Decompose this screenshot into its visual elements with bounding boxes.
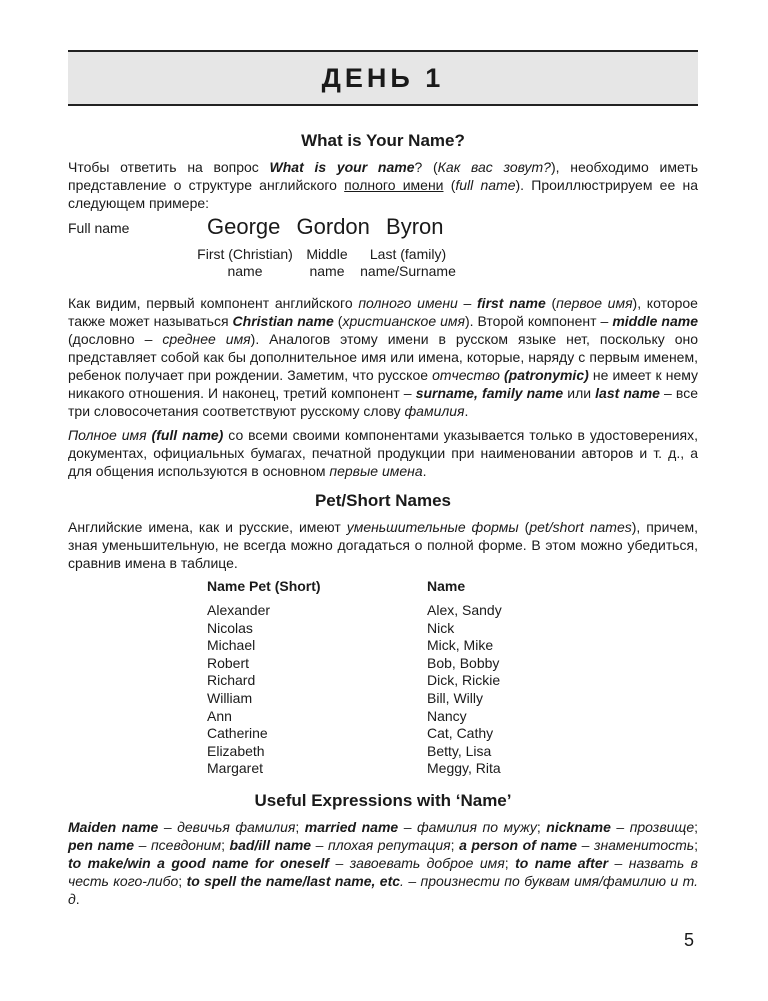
names-table-row xyxy=(207,690,502,708)
page-content xyxy=(68,50,698,908)
text-run: Maiden name xyxy=(68,818,159,835)
section-title-pet-short-names: Pet/Short Names xyxy=(314,491,452,510)
pet-name-cell: Betty, Lisa xyxy=(427,742,492,759)
text-run: – все три словосочетания соответствуют русскому слову xyxy=(68,385,698,419)
text-run: ; xyxy=(221,836,230,853)
text-run: to name after xyxy=(515,854,609,871)
text-run: первое имя xyxy=(556,295,633,311)
text-run: уменьшительные формы xyxy=(346,519,519,535)
pet-name-cell: Nancy xyxy=(427,707,467,724)
names-table-row xyxy=(207,672,502,690)
text-run: ( xyxy=(545,295,557,311)
text-run: What is your name xyxy=(269,159,415,175)
text-run: завоевать доброе имя xyxy=(349,854,505,871)
section-title-what-is-your-name: What is Your Name? xyxy=(301,131,465,150)
pet-name-cell: Dick, Rickie xyxy=(427,672,501,689)
text-run: не имеет к нему никакого отношения. И наконец, третий компонент – xyxy=(68,367,699,401)
part-last-line2: name/Surname xyxy=(360,263,456,279)
text-run: ; xyxy=(694,818,698,835)
names-table-header-row xyxy=(207,578,502,602)
text-run: married name xyxy=(304,818,399,835)
text-run: Английские имена, как и русские, имеют xyxy=(68,519,347,535)
text-run: – xyxy=(608,854,629,871)
full-name-usage-paragraph xyxy=(68,426,698,480)
part-first-line1: First (Christian) xyxy=(197,246,293,262)
pet-name-cell: Bob, Bobby xyxy=(427,654,500,671)
example-last-name: Byron xyxy=(386,214,444,239)
text-run: pen name xyxy=(68,836,135,853)
names-table-row xyxy=(207,743,502,761)
example-label: Full name xyxy=(68,220,130,236)
text-run: среднее имя xyxy=(162,331,251,347)
names-table-row xyxy=(207,655,502,673)
text-run: или xyxy=(563,385,596,401)
text-run: ( xyxy=(518,519,530,535)
text-run: отчество xyxy=(432,367,500,383)
full-name-cell: Margaret xyxy=(207,760,264,777)
names-table-row xyxy=(207,620,502,638)
text-run: прозвище xyxy=(629,818,695,835)
text-run: ; xyxy=(178,872,187,889)
text-run: (patronymic) xyxy=(503,367,589,383)
names-table xyxy=(207,578,502,778)
text-run: ? ( xyxy=(414,159,438,175)
text-run: христианское имя xyxy=(342,313,465,329)
text-run: last name xyxy=(595,385,660,401)
full-name-cell: William xyxy=(207,689,253,706)
text-run: ), причем, зная уменьшительную, не всегда можно догадаться о полной форме. В этом можно убедиться, сравнив имена в таблице. xyxy=(68,519,699,571)
text-run: назвать в честь кого-либо xyxy=(68,854,698,889)
part-middle-name xyxy=(302,246,352,280)
text-run: ). Второй компонент – xyxy=(464,313,613,329)
part-middle-line2: name xyxy=(309,263,345,279)
text-run: to spell the name/last name, etc xyxy=(186,872,401,889)
text-run: Чтобы ответить на вопрос xyxy=(68,159,270,175)
page-number: 5 xyxy=(684,930,695,950)
full-name-cell: Robert xyxy=(207,654,250,671)
part-first-name xyxy=(194,246,296,280)
text-run: ; xyxy=(450,836,460,853)
text-run: ). Проиллюстрируем ее на следующем примере: xyxy=(68,177,698,211)
example-middle-name: Gordon xyxy=(296,214,370,239)
names-table-row xyxy=(207,760,502,778)
full-name-cell: Michael xyxy=(207,637,256,654)
text-run: bad/ill name xyxy=(229,836,312,853)
full-name-cell: Elizabeth xyxy=(207,742,265,759)
pet-name-cell: Alex, Sandy xyxy=(427,602,502,618)
text-run: – xyxy=(158,818,178,835)
text-run: полного имени xyxy=(344,177,444,193)
full-name-cell: Alexander xyxy=(207,602,271,618)
text-run: full name xyxy=(455,177,516,193)
text-run: surname, family name xyxy=(415,385,564,401)
text-run: – xyxy=(577,836,594,853)
names-table-row xyxy=(207,725,502,743)
day-title: ДЕНЬ 1 xyxy=(321,62,445,93)
part-middle-line1: Middle xyxy=(306,246,348,262)
text-run: to make/win a good name for oneself xyxy=(68,854,330,871)
pet-name-cell: Meggy, Rita xyxy=(427,760,501,777)
text-run: Christian name xyxy=(232,313,334,329)
text-run: ; xyxy=(295,818,305,835)
day-header-bar xyxy=(68,50,698,106)
example-full-name xyxy=(207,214,454,240)
text-run: ( xyxy=(333,313,343,329)
text-run: фамилия по мужу xyxy=(416,818,537,835)
text-run: псевдоним xyxy=(150,836,222,853)
text-run: . xyxy=(422,463,427,479)
pet-name-cell: Bill, Willy xyxy=(427,689,483,706)
text-run: (дословно – xyxy=(68,331,163,347)
pet-name-cell: Mick, Mike xyxy=(427,637,494,654)
intro-paragraph xyxy=(68,158,698,212)
text-run: ; xyxy=(504,854,516,871)
full-name-cell: Nicolas xyxy=(207,619,253,636)
column-header-name: Name xyxy=(427,578,466,594)
text-run: – xyxy=(610,818,630,835)
text-run: – xyxy=(457,295,478,311)
text-run: – xyxy=(329,854,350,871)
text-run: знаменитость xyxy=(593,836,695,853)
text-run: ), которое также может называться xyxy=(68,295,698,329)
names-table-row xyxy=(207,602,502,620)
text-run: (full name) xyxy=(151,427,224,443)
example-first-name: George xyxy=(207,214,281,239)
text-run: a person of name xyxy=(459,836,578,853)
pet-name-cell: Cat, Cathy xyxy=(427,725,494,742)
text-run: со всеми своими компонентами указывается только в удостоверениях, документах, официальных бумагах, печатной продукции при наименовании авторов и т. д., а для общения используются в основном xyxy=(68,427,699,479)
text-run: – xyxy=(311,836,329,853)
pet-name-cell: Nick xyxy=(427,619,455,636)
part-first-line2: name xyxy=(227,263,263,279)
full-name-cell: Catherine xyxy=(207,725,268,742)
text-run: nickname xyxy=(546,818,611,835)
useful-expressions-paragraph xyxy=(68,818,698,908)
section-title-useful-expressions: Useful Expressions with ‘Name’ xyxy=(254,790,512,810)
text-run: first name xyxy=(477,295,546,311)
text-run: middle name xyxy=(612,313,698,329)
names-table-body xyxy=(207,602,502,778)
part-last-name xyxy=(354,246,462,280)
names-table-row xyxy=(207,708,502,726)
text-run: ( xyxy=(443,177,456,193)
names-table-row xyxy=(207,637,502,655)
text-run: ). Аналогов этому имени в русском языке нет, поскольку оно представляет собой как бы дополнительное имя или имена, которые, наряду с первым именем, ребенок получает при рождении. Заметим, что русское xyxy=(68,331,698,383)
text-run: – xyxy=(134,836,151,853)
text-run: . xyxy=(75,890,80,907)
text-run: фамилия xyxy=(404,403,465,419)
text-run: ; xyxy=(694,836,699,853)
pet-names-intro-paragraph xyxy=(68,518,698,572)
text-run: Полное имя xyxy=(68,427,147,443)
text-run: Как видим, первый компонент английского xyxy=(68,295,359,311)
text-run: . xyxy=(464,403,469,419)
text-run: ), необходимо иметь представление о структуре английского xyxy=(68,159,699,193)
full-name-cell: Ann xyxy=(207,707,232,724)
text-run: ; xyxy=(536,818,547,835)
text-run: – xyxy=(398,818,417,835)
text-run: . – xyxy=(400,872,421,889)
full-name-example xyxy=(68,214,698,294)
text-run: Как вас зовут? xyxy=(437,159,551,175)
full-name-cell: Richard xyxy=(207,672,256,689)
text-run: pet/short names xyxy=(529,519,632,535)
part-last-line1: Last (family) xyxy=(369,246,447,262)
first-name-explanation-paragraph xyxy=(68,294,698,420)
text-run: плохая репутация xyxy=(328,836,451,853)
text-run: первые имена xyxy=(329,463,423,479)
text-run: девичья фамилия xyxy=(177,818,296,835)
text-run: полного имени xyxy=(358,295,458,311)
text-run: произнести по буквам имя/фамилию и т. д xyxy=(68,872,698,907)
column-header-name-pet: Name Pet (Short) xyxy=(207,578,321,594)
